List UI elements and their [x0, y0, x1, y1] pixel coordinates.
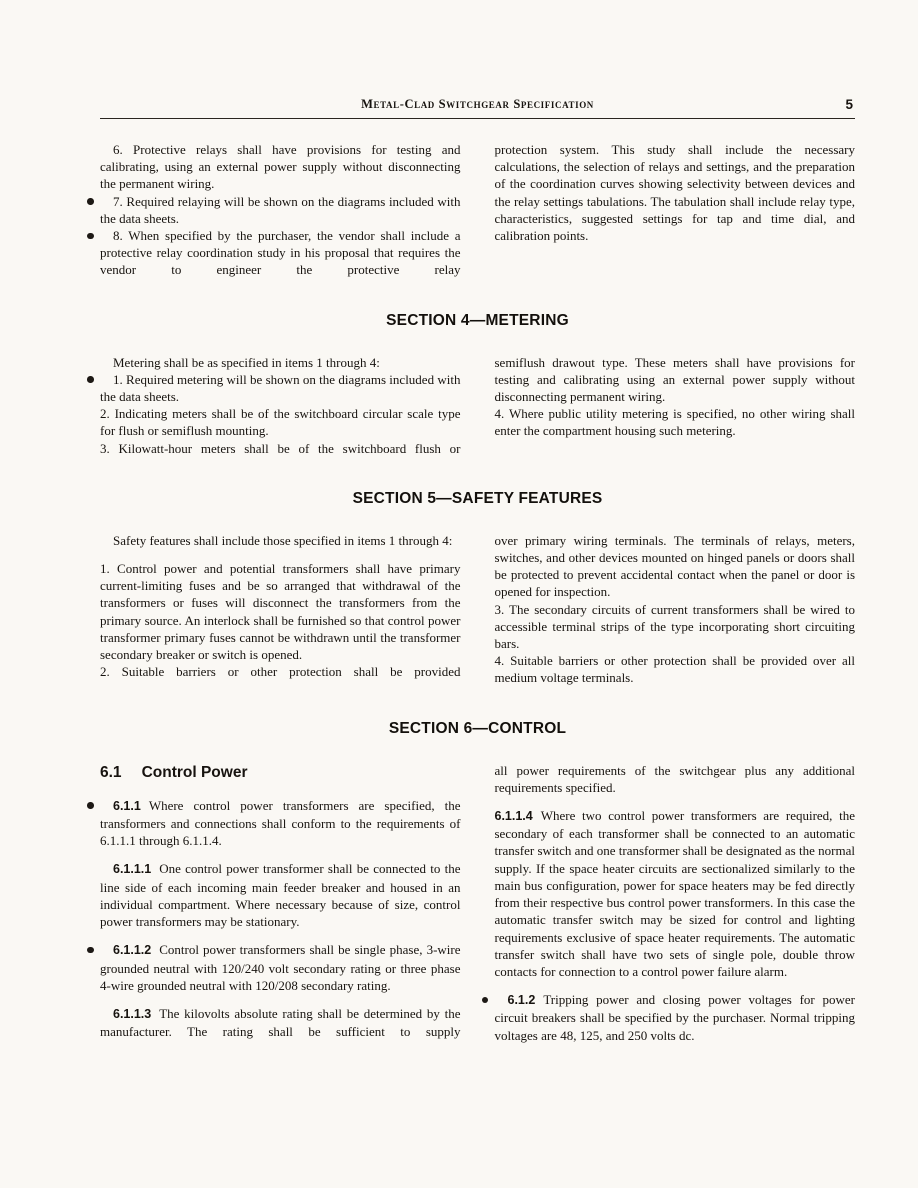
paragraph-text: 3. Kilowatt-hour meters shall be of the switchboard flush or: [100, 440, 461, 456]
column-left: [100, 354, 461, 457]
paragraph: [495, 991, 856, 1044]
paragraph: [100, 371, 461, 405]
paragraph-text: Control power transformers shall be single phase, 3-wire grounded neutral with 120/240 volt secondary rating or three phase 4-wire grounded neutral with 120/208 secondary rating.: [100, 942, 461, 993]
bullet-icon: [87, 233, 94, 240]
bullet-icon: [87, 802, 94, 809]
paragraph-text: One control power transformer shall be connected to the line side of each incoming main feeder breaker and housed in an individual compartment. Where necessary because of size, control power transformers may be stationary.: [100, 861, 461, 930]
paragraph: [495, 532, 856, 601]
page-body: [100, 141, 855, 1044]
bullet-icon: [87, 376, 94, 383]
paragraph: [100, 560, 461, 663]
clause-number: 6.1.1.2: [113, 943, 152, 958]
paragraph-text: 6. Protective relays shall have provisions for testing and calibrating, using an external power supply without disconnecting the permanent wiring.: [100, 142, 461, 192]
paragraph: [495, 601, 856, 653]
clause-number: 6.1.1.4: [494, 809, 533, 824]
paragraph: [100, 405, 461, 439]
paragraph: [495, 652, 856, 686]
running-header-title: Metal-Clad Switchgear Specification: [361, 97, 594, 111]
clause-number: 6.1.2: [507, 993, 536, 1008]
paragraph: [100, 354, 461, 371]
column-left: [100, 762, 461, 1044]
paragraph: [100, 193, 461, 227]
paragraph: [495, 762, 856, 796]
paragraph: [495, 141, 856, 244]
clause-number: 6.1.1.1: [113, 862, 152, 877]
paragraph-text: 4. Where public utility metering is specified, no other wiring shall enter the compartment housing such metering.: [494, 406, 855, 439]
bullet-icon: [87, 198, 94, 205]
bullet-icon: [482, 997, 489, 1004]
subsection-heading: [100, 764, 461, 781]
two-column-block: [100, 141, 855, 279]
section-heading: SECTION 4—METERING: [386, 311, 569, 329]
clause-number: 6.1.1: [113, 798, 141, 813]
paragraph: [100, 227, 461, 279]
paragraph-text: Where two control power transformers are required, the secondary of each transformer shall be connected to an automatic transfer switch and one transformer shall be designated as the normal supply. If the space heater circuits are sectionalized similarly to the main bus configuration, power for space heaters may be fed directly from their respective bus control power transformers. In this case the automatic transfer switch may be sized for control and lighting requirements exclusive of space heater requirements. The automatic transfer switch shall have two sets of single pole, double throw contacts for connection to a control power failure alarm.: [494, 808, 855, 979]
paragraph-text: Safety features shall include those specified in items 1 through 4:: [113, 532, 453, 548]
subsection-title: Control Power: [141, 763, 248, 781]
column-left: [100, 532, 461, 687]
paragraph: [100, 860, 461, 930]
paragraph: [100, 1005, 461, 1040]
paragraph-text: 2. Suitable barriers or other protection shall be provided: [100, 664, 461, 680]
paragraph: [100, 941, 461, 994]
clause-number: 6.1.1.3: [113, 1006, 152, 1021]
paragraph-text: Tripping power and closing power voltages for power circuit breakers shall be specified by the purchaser. Normal tripping voltages are 48, 125, and 250 volts dc.: [494, 992, 855, 1043]
paragraph: [495, 807, 856, 980]
paragraph: [495, 354, 856, 406]
paragraph: [100, 440, 461, 457]
paragraph-text: 3. The secondary circuits of current transformers shall be wired to accessible terminal strips of the type incorporating short circuiting bars.: [494, 601, 855, 652]
two-column-block: [100, 532, 855, 687]
paragraph-text: Metering shall be as specified in items 1 through 4:: [113, 354, 380, 370]
section-heading: SECTION 6—CONTROL: [388, 719, 567, 737]
paragraph: [100, 663, 461, 680]
paragraph-text: all power requirements of the switchgear plus any additional requirements specified.: [494, 762, 855, 795]
paragraph-text: 2. Indicating meters shall be of the switchboard circular scale type for flush or semiflush mounting.: [100, 406, 461, 439]
paragraph-text: 8. When specified by the purchaser, the vendor shall include a protective relay coordination study in his proposal that requires the vendor to engineer the protective relay: [100, 228, 461, 278]
paragraph-text: Where control power transformers are specified, the transformers and connections shall conform to the requirements of 6.1.1.1 through 6.1.1.4.: [100, 797, 461, 849]
paragraph-text: protection system. This study shall include the necessary calculations, the selection of relays and settings, and the preparation of the coordination curves showing selectivity between devices and the relay settings tabulations. The tabulation shall include relay type, characteristics, suggested settings for tap and time dial, and calibration points.: [494, 142, 855, 244]
paragraph-text: 1. Control power and potential transformers shall have primary current-limiting fuses and be so arranged that withdrawal of the transformers or fuses will disconnect the transformers from the primary source. An interlock shall be furnished so that control power transformer primary fuses cannot be withdrawn until the transformer secondary breaker or switch is opened.: [100, 561, 461, 663]
paragraph: [100, 797, 461, 850]
column-left: [100, 141, 461, 279]
paragraph-text: over primary wiring terminals. The terminals of relays, meters, switches, and other devices mounted on hinged panels or doors shall be protected to prevent accidental contact when the panel or door is opened for inspection.: [494, 532, 855, 600]
column-right: [495, 141, 856, 279]
two-column-block: [100, 762, 855, 1044]
paragraph: [100, 532, 461, 549]
column-right: [495, 762, 856, 1044]
section-heading: SECTION 5—SAFETY FEATURES: [352, 489, 603, 507]
page-number: 5: [845, 97, 853, 112]
column-right: [495, 532, 856, 687]
paragraph-text: The kilovolts absolute rating shall be determined by the manufacturer. The rating shall be sufficient to supply: [100, 1005, 461, 1040]
bullet-icon: [87, 947, 94, 954]
paragraph: [100, 141, 461, 193]
paragraph-text: 7. Required relaying will be shown on the diagrams included with the data sheets.: [100, 193, 461, 226]
page-header: [100, 97, 855, 119]
paragraph-text: semiflush drawout type. These meters shall have provisions for testing and calibrating using an external power supply without disconnecting permanent wiring.: [494, 354, 855, 405]
paragraph: [495, 405, 856, 439]
two-column-block: [100, 354, 855, 457]
paragraph-text: 4. Suitable barriers or other protection shall be provided over all medium voltage terminals.: [494, 653, 855, 686]
column-right: [495, 354, 856, 457]
paragraph-text: 1. Required metering will be shown on the diagrams included with the data sheets.: [100, 371, 461, 405]
subsection-number: 6.1: [100, 763, 122, 781]
